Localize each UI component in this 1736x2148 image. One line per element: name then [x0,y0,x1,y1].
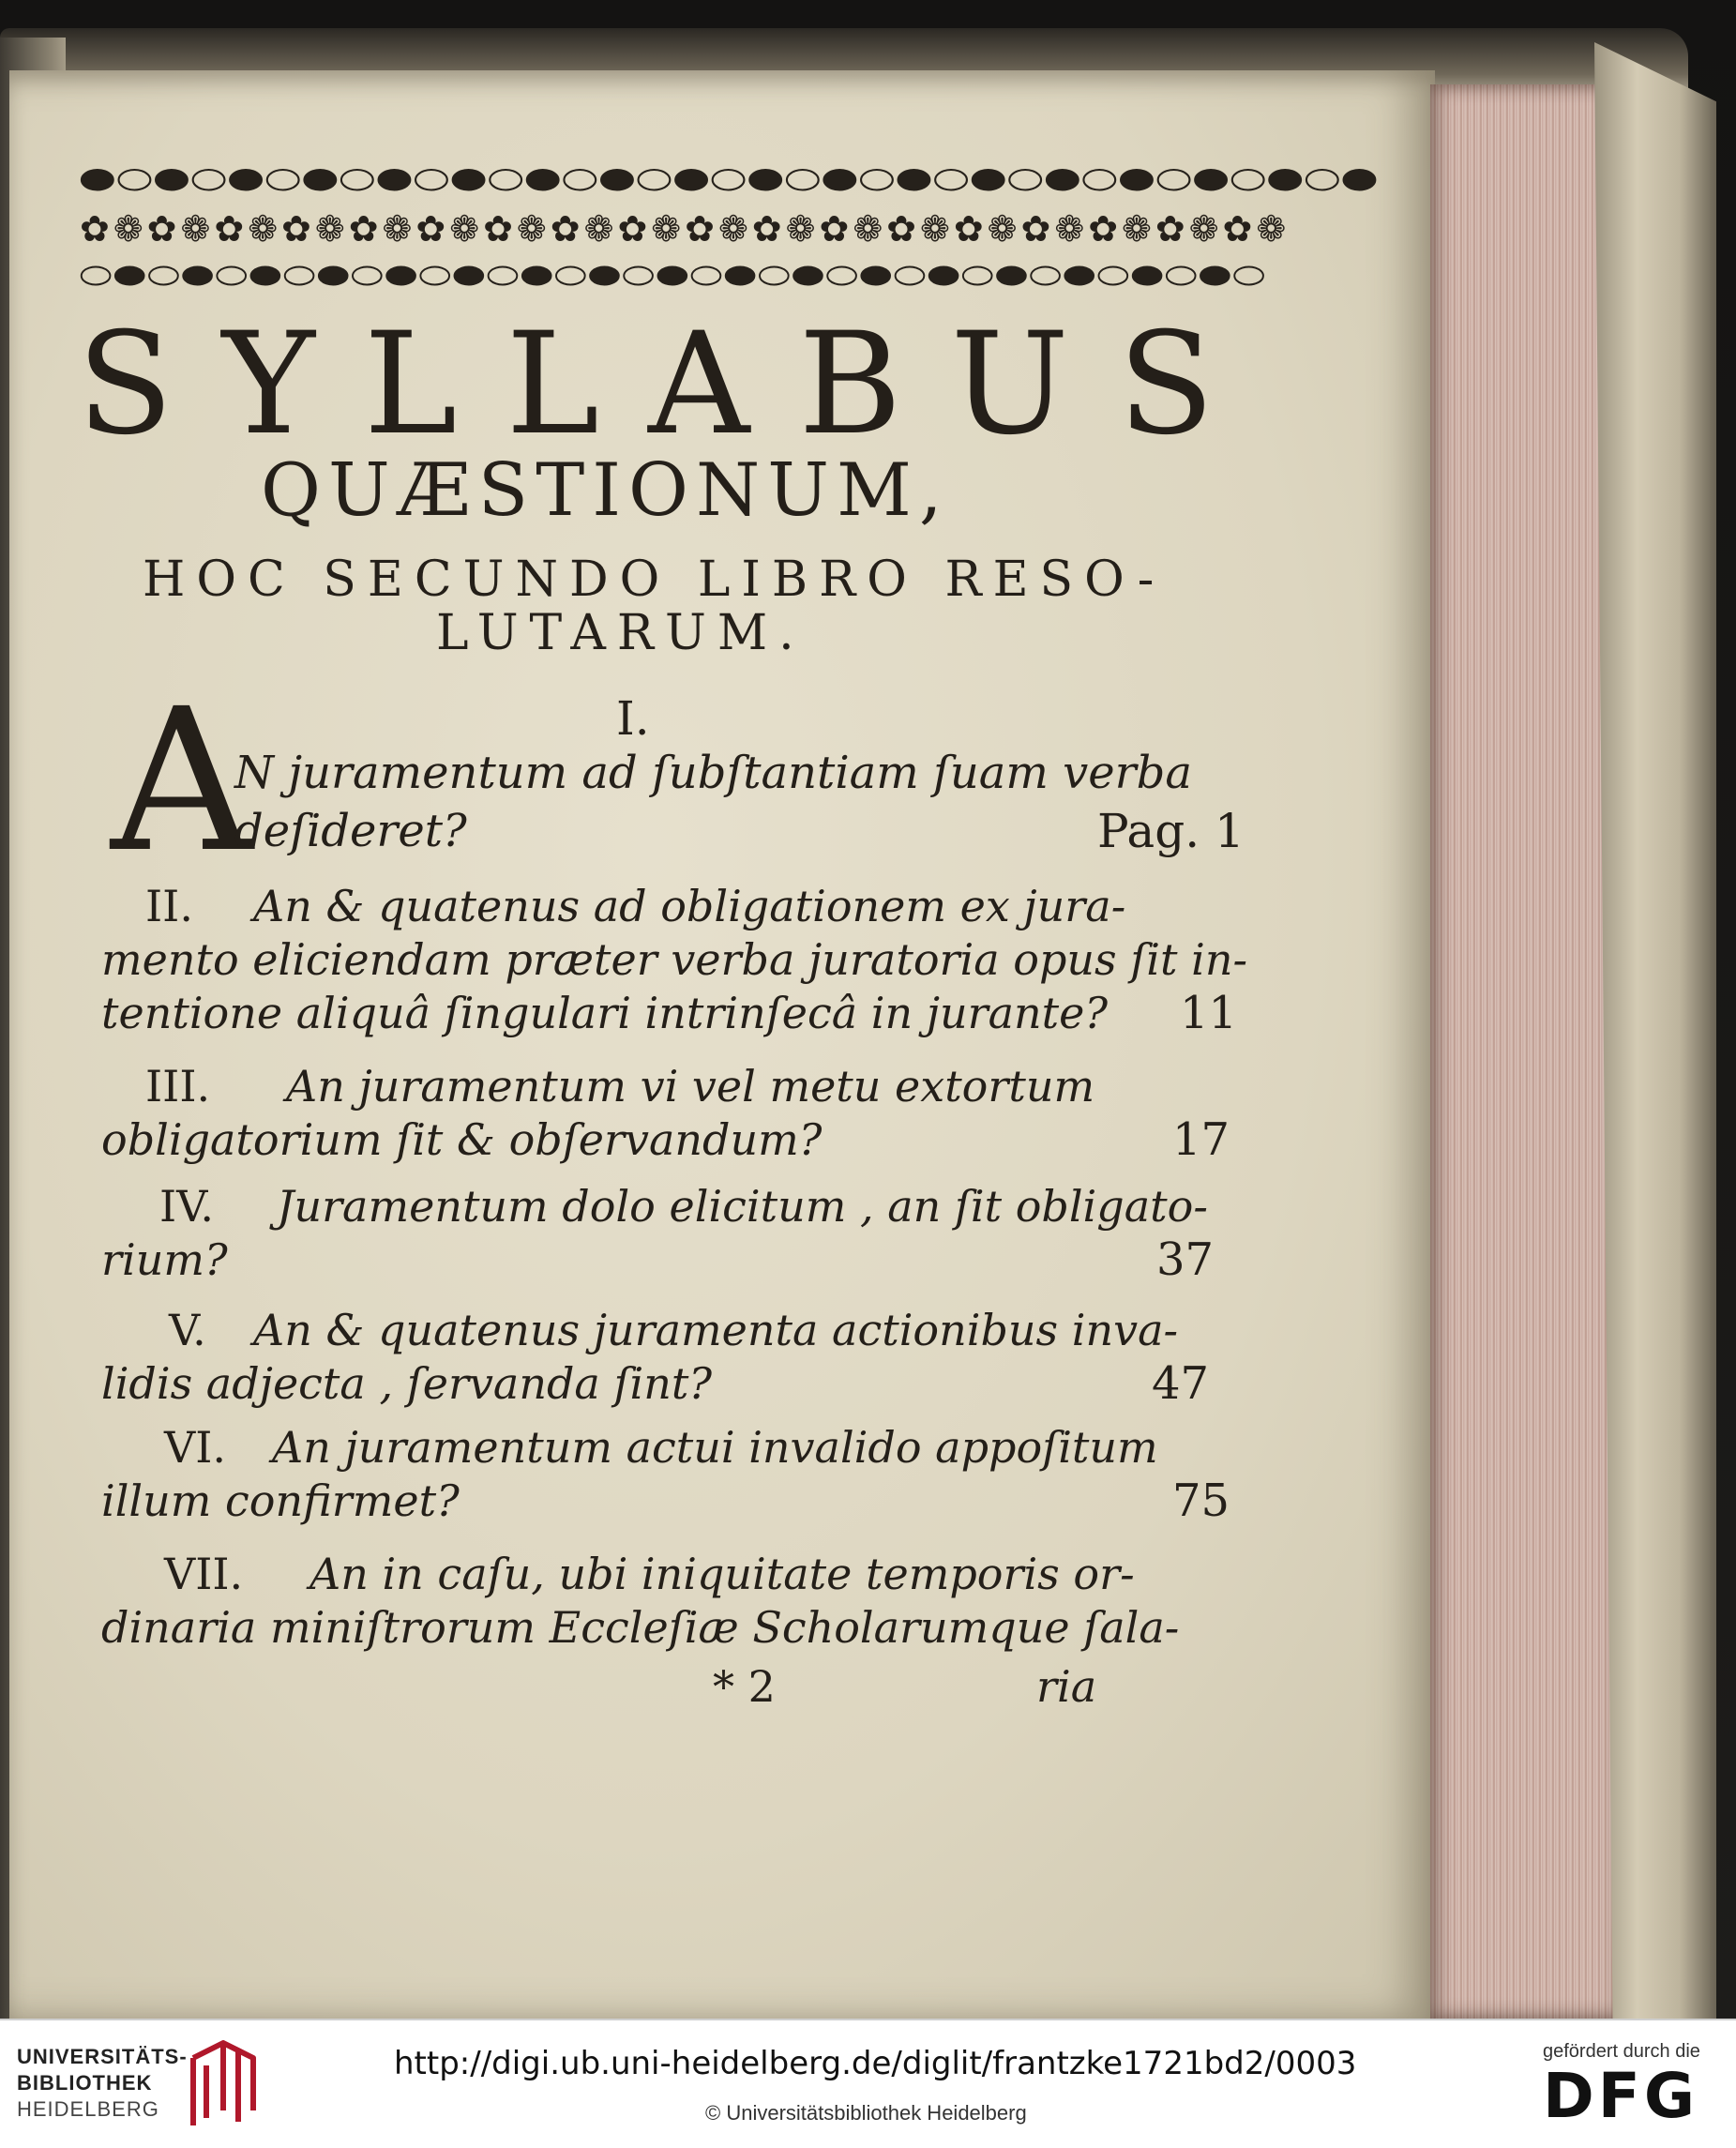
library-logo[interactable] [17,2045,270,2129]
drop-cap: A [111,666,253,896]
funder-caption: gefördert durch die [1543,2041,1700,2062]
entry-5-page: 47 [1152,1357,1210,1410]
entry-2-page: 11 [1180,987,1238,1039]
entry-1-line-1: N juramentum ad ſubſtantiam ſuam verba [234,747,1192,799]
copyright-notice: © Universitätsbibliothek Heidelberg [705,2101,1027,2125]
entry-7-numeral: VII. [164,1549,244,1599]
ornament-border-row-3: ⬭⬬⬭⬬⬭⬬⬭⬬⬭⬬⬭⬬⬭⬬⬭⬬⬭⬬⬭⬬⬭⬬⬭⬬⬭⬬⬭⬬⬭⬬⬭⬬⬭⬬⬭ [80,254,1267,297]
entry-6-line-2: illum confirmet? [101,1475,460,1526]
entry-4-line-1: Juramentum dolo elicitum , an ſit obligato- [277,1181,1208,1232]
ornament-border-row-2: ✿❁✿❁✿❁✿❁✿❁✿❁✿❁✿❁✿❁✿❁✿❁✿❁✿❁✿❁✿❁✿❁✿❁✿❁ [80,208,1291,250]
entry-6-page: 75 [1172,1475,1230,1527]
entry-4-numeral: IV. [159,1181,214,1232]
page-title: SYLLABUS [77,303,1263,466]
heading-line-2: LUTARUM. [436,605,806,661]
ub-logo-icon [186,2039,261,2129]
entry-2-numeral: II. [145,881,193,931]
library-name-line-3: HEIDELBERG [17,2097,159,2121]
entry-2-line-3: tentione aliquâ ſingulari intrinſecâ in jurante? [101,988,1109,1038]
dfg-logo[interactable]: DFG [1543,2060,1699,2132]
library-name-line-1: UNIVERSITÄTS- [17,2045,188,2068]
signature-mark: * 2 [713,1661,776,1712]
heading-line-1: HOC SECUNDO LIBRO RESO- [143,552,1166,608]
entry-7-line-2: dinaria miniſtrorum Eccleſiæ Scholarumque ſala- [101,1602,1180,1653]
entry-3-line-2: obligatorium ſit & obſervandum? [101,1114,823,1165]
entry-4-line-2: rium? [101,1234,228,1285]
entry-3-numeral: III. [145,1061,211,1112]
entry-1-page: Pag. 1 [1097,804,1245,858]
entry-1-line-2: deſideret? [234,805,467,857]
permalink-url[interactable]: http://digi.ub.uni-heidelberg.de/diglit/frantzke1721bd2/0003 [394,2045,1357,2082]
footer-bar [0,2019,1736,2148]
entry-6-numeral: VI. [164,1422,227,1473]
entry-1-numeral: I. [616,691,650,746]
library-name-line-2: BIBLIOTHEK [17,2071,153,2095]
entry-3-line-1: An juramentum vi vel metu extortum [286,1061,1095,1112]
entry-3-page: 17 [1172,1113,1230,1166]
entry-6-line-1: An juramentum actui invalido appoſitum [272,1422,1158,1473]
entry-4-page: 37 [1156,1233,1215,1286]
entry-2-line-1: An & quatenus ad obligationem ex jura- [253,881,1126,931]
entry-5-line-2: lidis adjecta , ſervanda ſint? [101,1358,712,1409]
entry-7-line-1: An in caſu, ubi iniquitate temporis or- [309,1549,1135,1599]
ornament-border-row-1: ⬬⬭⬬⬭⬬⬭⬬⬭⬬⬭⬬⬭⬬⬭⬬⬭⬬⬭⬬⬭⬬⬭⬬⬭⬬⬭⬬⬭⬬⬭⬬⬭⬬⬭⬬ [80,156,1380,204]
book-cover-right [1594,42,1716,2019]
page-subtitle: QUÆSTIONUM, [261,448,950,533]
catchword: ria [1036,1661,1097,1712]
entry-5-line-1: An & quatenus juramenta actionibus inva- [253,1305,1179,1355]
entry-2-line-2: mento eliciendam præter verba juratoria opus ſit in- [101,934,1247,985]
entry-5-numeral: V. [169,1305,206,1355]
